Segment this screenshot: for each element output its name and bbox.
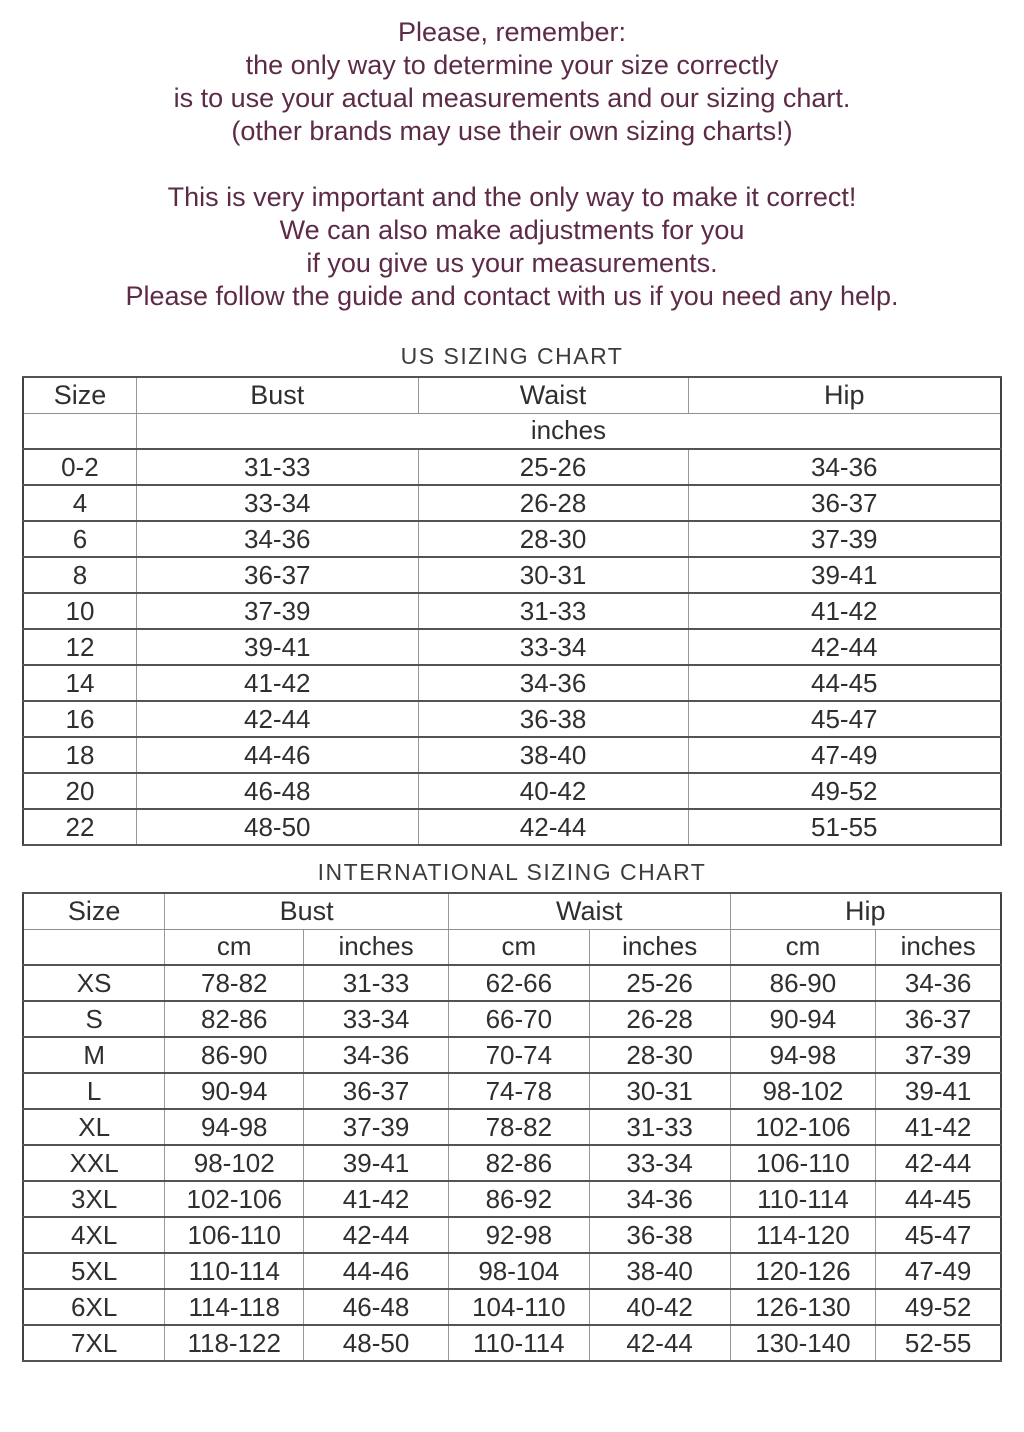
bust-cell: 36-37 [136,557,418,593]
unit-label: cm [448,929,589,965]
hip-in-cell: 42-44 [876,1145,1001,1181]
hip-cell: 47-49 [688,737,1001,773]
international-chart-title: INTERNATIONAL SIZING CHART [317,859,707,885]
size-cell: 14 [23,665,136,701]
waist-in-cell: 40-42 [589,1289,730,1325]
intro-line: is to use your actual measurements and our sizing chart. [173,83,851,113]
table-row [23,1289,1001,1325]
hip-cm-cell: 130-140 [730,1325,876,1361]
waist-in-cell: 26-28 [589,1001,730,1037]
bust-cm-cell: 106-110 [165,1217,304,1253]
bust-cell: 42-44 [136,701,418,737]
hip-cell: 42-44 [688,629,1001,665]
column-header: Size [23,377,136,413]
hip-cell: 39-41 [688,557,1001,593]
bust-cell: 48-50 [136,809,418,845]
waist-in-cell: 25-26 [589,965,730,1001]
table-row [23,965,1001,1001]
size-cell: 12 [23,629,136,665]
hip-cm-cell: 86-90 [730,965,876,1001]
intro-block-2 [0,181,1024,313]
hip-cm-cell: 120-126 [730,1253,876,1289]
intro-line: Please, remember: [397,17,627,47]
bust-in-cell: 36-37 [304,1073,449,1109]
table-row [23,1325,1001,1361]
table-row [23,1253,1001,1289]
waist-cm-cell: 74-78 [448,1073,589,1109]
bust-cell: 33-34 [136,485,418,521]
waist-in-cell: 28-30 [589,1037,730,1073]
bust-cm-cell: 94-98 [165,1109,304,1145]
hip-cm-cell: 102-106 [730,1109,876,1145]
unit-label: cm [730,929,876,965]
bust-cell: 34-36 [136,521,418,557]
bust-cm-cell: 114-118 [165,1289,304,1325]
bust-cm-cell: 118-122 [165,1325,304,1361]
bust-cell: 44-46 [136,737,418,773]
bust-in-cell: 41-42 [304,1181,449,1217]
waist-cm-cell: 66-70 [448,1001,589,1037]
hip-cell: 36-37 [688,485,1001,521]
bust-in-cell: 33-34 [304,1001,449,1037]
table-row [23,1181,1001,1217]
bust-cm-cell: 102-106 [165,1181,304,1217]
hip-cell: 45-47 [688,701,1001,737]
waist-cm-cell: 86-92 [448,1181,589,1217]
intro-text [0,16,1024,313]
table-row [23,701,1001,737]
bust-cell: 31-33 [136,449,418,485]
table-row [23,1001,1001,1037]
size-cell: 5XL [23,1253,165,1289]
waist-in-cell: 36-38 [589,1217,730,1253]
size-cell: 18 [23,737,136,773]
size-cell: 4 [23,485,136,521]
column-header: Waist [448,893,730,929]
unit-label: inches [304,929,449,965]
size-cell: XL [23,1109,165,1145]
size-cell: 20 [23,773,136,809]
bust-in-cell: 39-41 [304,1145,449,1181]
waist-cell: 36-38 [418,701,688,737]
waist-cm-cell: 110-114 [448,1325,589,1361]
bust-in-cell: 42-44 [304,1217,449,1253]
bust-cm-cell: 78-82 [165,965,304,1001]
hip-cm-cell: 106-110 [730,1145,876,1181]
empty-cell [23,413,136,449]
waist-in-cell: 42-44 [589,1325,730,1361]
hip-cell: 37-39 [688,521,1001,557]
column-header: Hip [688,377,1001,413]
table-row [23,521,1001,557]
waist-cell: 42-44 [418,809,688,845]
waist-cm-cell: 70-74 [448,1037,589,1073]
hip-cm-cell: 110-114 [730,1181,876,1217]
waist-cell: 33-34 [418,629,688,665]
intro-line: (other brands may use their own sizing charts!) [231,116,793,146]
unit-label: inches [589,929,730,965]
waist-cell: 40-42 [418,773,688,809]
hip-in-cell: 52-55 [876,1325,1001,1361]
table-row [23,485,1001,521]
hip-cm-cell: 94-98 [730,1037,876,1073]
size-cell: 16 [23,701,136,737]
waist-in-cell: 30-31 [589,1073,730,1109]
bust-cell: 41-42 [136,665,418,701]
waist-cm-cell: 82-86 [448,1145,589,1181]
hip-cm-cell: 114-120 [730,1217,876,1253]
us-unit-row [23,413,1001,449]
column-header: Size [23,893,165,929]
waist-cm-cell: 62-66 [448,965,589,1001]
bust-cm-cell: 90-94 [165,1073,304,1109]
us-header-row [23,377,1001,413]
bust-cm-cell: 110-114 [165,1253,304,1289]
size-cell: 6XL [23,1289,165,1325]
hip-cell: 41-42 [688,593,1001,629]
waist-in-cell: 38-40 [589,1253,730,1289]
intro-line: if you give us your measurements. [306,248,718,278]
bust-in-cell: 34-36 [304,1037,449,1073]
size-cell: 4XL [23,1217,165,1253]
intro-line: This is very important and the only way to make it correct! [167,182,857,212]
intro-line: We can also make adjustments for you [279,215,745,245]
hip-cm-cell: 126-130 [730,1289,876,1325]
size-cell: 3XL [23,1181,165,1217]
column-header: Waist [418,377,688,413]
table-row [23,629,1001,665]
bust-cm-cell: 86-90 [165,1037,304,1073]
hip-in-cell: 45-47 [876,1217,1001,1253]
intro-line: Please follow the guide and contact with us if you need any help. [125,281,899,311]
unit-label: inches [136,413,1001,449]
table-row [23,809,1001,845]
international-sizing-table [22,892,1002,1362]
intro-block-1 [0,16,1024,148]
size-cell: XXL [23,1145,165,1181]
waist-cell: 25-26 [418,449,688,485]
waist-cm-cell: 104-110 [448,1289,589,1325]
bust-in-cell: 44-46 [304,1253,449,1289]
size-cell: XS [23,965,165,1001]
hip-in-cell: 44-45 [876,1181,1001,1217]
column-header: Bust [136,377,418,413]
us-sizing-table [22,376,1002,846]
bust-in-cell: 48-50 [304,1325,449,1361]
hip-cell: 49-52 [688,773,1001,809]
bust-cm-cell: 98-102 [165,1145,304,1181]
hip-cell: 44-45 [688,665,1001,701]
table-row [23,449,1001,485]
hip-cell: 51-55 [688,809,1001,845]
unit-label: inches [876,929,1001,965]
waist-cell: 38-40 [418,737,688,773]
waist-cell: 31-33 [418,593,688,629]
waist-in-cell: 33-34 [589,1145,730,1181]
size-cell: S [23,1001,165,1037]
waist-cell: 30-31 [418,557,688,593]
size-cell: M [23,1037,165,1073]
waist-cm-cell: 78-82 [448,1109,589,1145]
empty-cell [23,929,165,965]
bust-in-cell: 31-33 [304,965,449,1001]
hip-in-cell: 47-49 [876,1253,1001,1289]
hip-in-cell: 41-42 [876,1109,1001,1145]
intro-line: the only way to determine your size correctly [245,50,779,80]
table-row [23,1217,1001,1253]
table-row [23,593,1001,629]
hip-cm-cell: 90-94 [730,1001,876,1037]
column-header: Hip [730,893,1001,929]
hip-in-cell: 49-52 [876,1289,1001,1325]
bust-in-cell: 37-39 [304,1109,449,1145]
hip-in-cell: 36-37 [876,1001,1001,1037]
table-row [23,1109,1001,1145]
table-row [23,665,1001,701]
hip-in-cell: 34-36 [876,965,1001,1001]
column-header: Bust [165,893,449,929]
hip-in-cell: 37-39 [876,1037,1001,1073]
size-cell: 0-2 [23,449,136,485]
size-cell: 7XL [23,1325,165,1361]
table-row [23,1037,1001,1073]
bust-cell: 39-41 [136,629,418,665]
waist-cell: 28-30 [418,521,688,557]
bust-in-cell: 46-48 [304,1289,449,1325]
hip-cell: 34-36 [688,449,1001,485]
bust-cell: 37-39 [136,593,418,629]
size-cell: L [23,1073,165,1109]
waist-cm-cell: 98-104 [448,1253,589,1289]
waist-in-cell: 34-36 [589,1181,730,1217]
size-cell: 22 [23,809,136,845]
table-row [23,1145,1001,1181]
intl-unit-row [23,929,1001,965]
size-cell: 8 [23,557,136,593]
us-chart-title: US SIZING CHART [400,343,624,369]
hip-in-cell: 39-41 [876,1073,1001,1109]
unit-label: cm [165,929,304,965]
hip-cm-cell: 98-102 [730,1073,876,1109]
size-cell: 6 [23,521,136,557]
bust-cm-cell: 82-86 [165,1001,304,1037]
waist-in-cell: 31-33 [589,1109,730,1145]
table-row [23,773,1001,809]
table-row [23,557,1001,593]
intl-header-row [23,893,1001,929]
bust-cell: 46-48 [136,773,418,809]
size-cell: 10 [23,593,136,629]
waist-cm-cell: 92-98 [448,1217,589,1253]
table-row [23,1073,1001,1109]
waist-cell: 26-28 [418,485,688,521]
waist-cell: 34-36 [418,665,688,701]
table-row [23,737,1001,773]
